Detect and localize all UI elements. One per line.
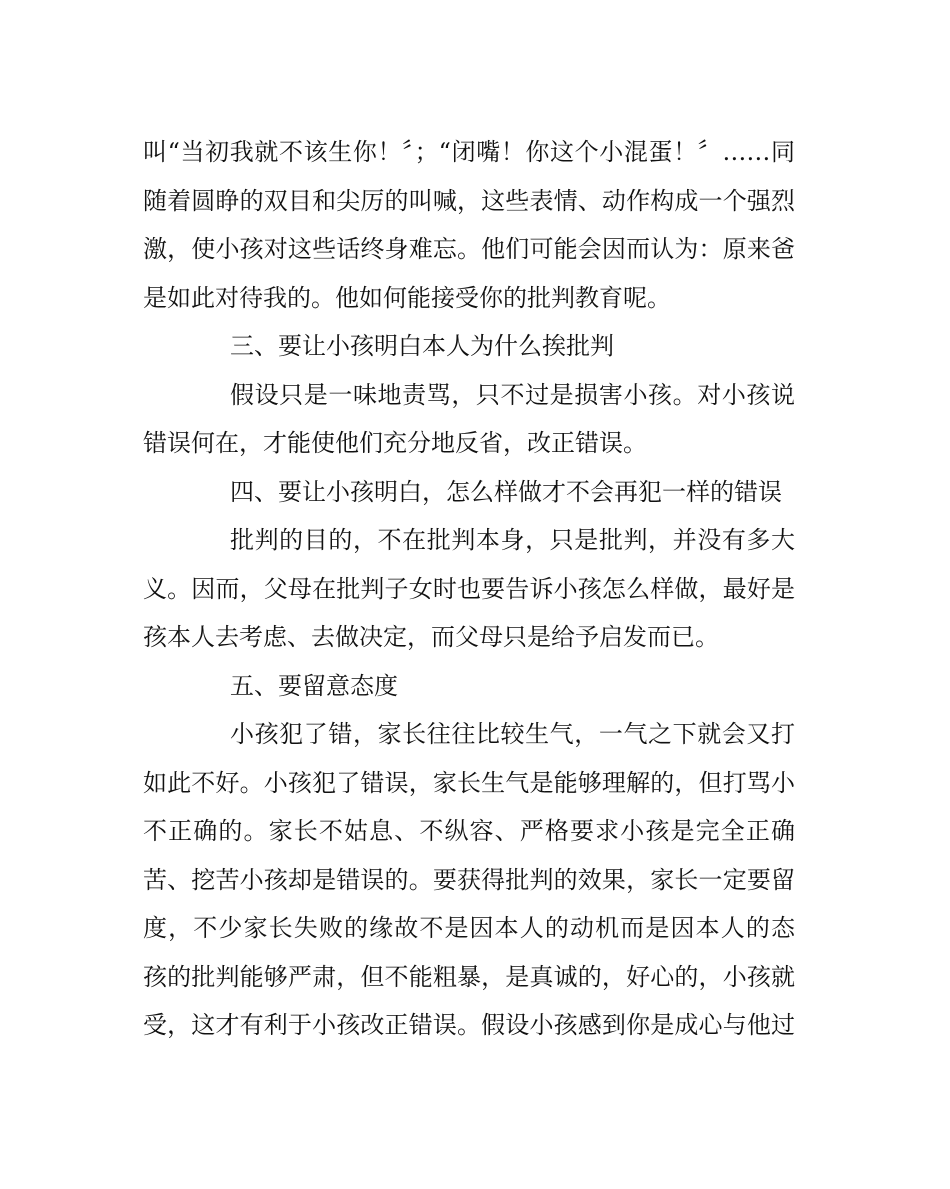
text-line: 度，不少家长失败的缘故不是因本人的动机而是因本人的态 [143, 914, 795, 942]
text-line: 是如此对待我的。他如何能接受你的批判教育呢。 [143, 283, 671, 312]
paragraph-first-line: 批判的目的，不在批判本身，只是批判，并没有多大 [230, 526, 795, 554]
text-line: 苦、挖苦小孩却是错误的。要获得批判的效果，家长一定要留 [143, 865, 795, 894]
paragraph-first-line: 小孩犯了错，家长往往比较生气，一气之下就会又打 [230, 720, 795, 748]
paragraph-first-line: 四、要让小孩明白，怎么样做才不会再犯一样的错误 [230, 477, 782, 506]
body-text [143, 128, 795, 1050]
text-line: 孩的批判能够严肃，但不能粗暴，是真诚的，好心的，小孩就 [143, 962, 795, 991]
text-line: 孩本人去考虑、去做决定，而父母只是给予启发而已。 [143, 623, 719, 651]
text-line: 义。因而，父母在批判子女时也要告诉小孩怎么样做，最好是 [143, 574, 795, 603]
text-line: 激，使小孩对这些话终身难忘。他们可能会因而认为：原来爸 [143, 235, 795, 263]
paragraph-first-line: 五、要留意态度 [230, 671, 398, 700]
text-line: 随着圆睁的双目和尖厉的叫喊，这些表情、动作构成一个强烈 [143, 186, 795, 215]
text-line: 如此不好。小孩犯了错误，家长生气是能够理解的，但打骂小 [143, 768, 795, 797]
text-line: 受，这才有利于小孩改正错误。假设小孩感到你是成心与他过 [143, 1011, 795, 1039]
paragraph-first-line: 三、要让小孩明白本人为什么挨批判 [230, 332, 614, 360]
text-line: 叫“当初我就不该生你！〞；“闭嘴！你这个小混蛋！〞……同 [143, 138, 795, 166]
paragraph-first-line: 假设只是一味地责骂，只不过是损害小孩。对小孩说 [230, 380, 795, 409]
text-line: 不正确的。家长不姑息、不纵容、严格要求小孩是完全正确 [143, 817, 795, 845]
text-line: 错误何在，才能使他们充分地反省，改正错误。 [143, 429, 647, 457]
